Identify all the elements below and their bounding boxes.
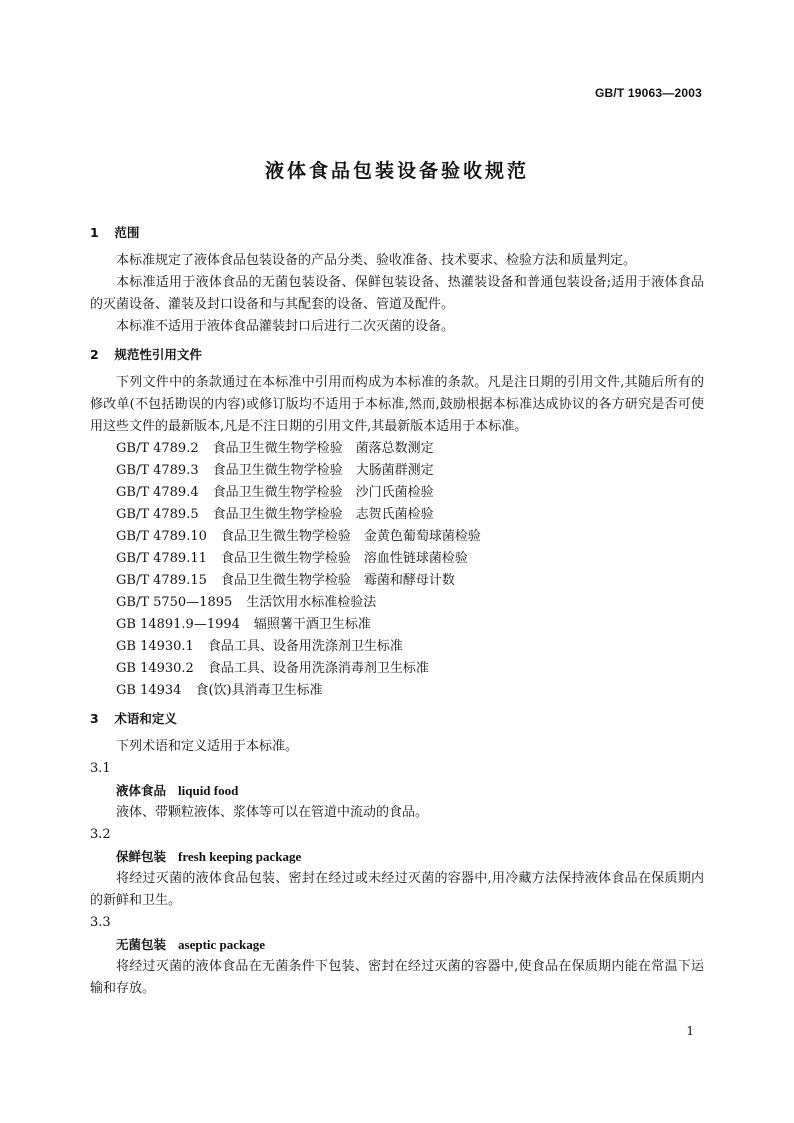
paragraph: 下列文件中的条款通过在本标准中引用而构成为本标准的条款。凡是注日期的引用文件,其随后所有的修改单(不包括勘误的内容)或修订版均不适用于本标准,然而,鼓励根据本标准达成协议的各方研究是否可使用这些文件的最新版本,凡是不注日期的引用文件,其最新版本适用于本标准。: [90, 375, 704, 434]
subsection-number: 3.1: [90, 761, 111, 776]
subsection-number: 3.2: [90, 827, 111, 842]
reference-name: 食品卫生微生物学检验 霉菌和酵母计数: [220, 573, 455, 588]
reference-code: GB/T 4789.5: [116, 507, 199, 522]
document-body: [90, 222, 704, 1000]
reference-name: 食品卫生微生物学检验 溶血性链球菌检验: [220, 551, 468, 566]
reference-code: GB/T 4789.15: [116, 573, 207, 588]
reference-code: GB/T 4789.3: [116, 463, 199, 478]
term-en: liquid food: [178, 783, 239, 798]
term-definition: 液体、带颗粒液体、浆体等可以在管道中流动的食品。: [116, 805, 429, 820]
reference-item: [90, 592, 704, 614]
standard-number: GB/T 19063—2003: [594, 86, 702, 100]
reference-item: [90, 548, 704, 570]
document-title: 液体食品包装设备验收规范: [264, 160, 529, 182]
reference-name: 食品卫生微生物学检验 沙门氏菌检验: [212, 485, 434, 500]
paragraph: 下列术语和定义适用于本标准。: [116, 739, 299, 754]
term-heading: [90, 934, 704, 956]
section-number: 2: [90, 347, 99, 362]
reference-code: GB/T 5750—1895: [116, 595, 233, 610]
reference-code: GB 14934: [116, 683, 182, 698]
reference-item: [90, 614, 704, 636]
reference-name: 食品工具、设备用洗涤消毒剂卫生标准: [207, 661, 429, 676]
paragraph: 本标准不适用于液体食品灌装封口后进行二次灭菌的设备。: [116, 319, 455, 334]
reference-name: 食品卫生微生物学检验 志贺氏菌检验: [212, 507, 434, 522]
reference-item: [90, 482, 704, 504]
reference-name: 食(饮)具消毒卫生标准: [195, 683, 323, 698]
reference-name: 辐照薯干酒卫生标准: [253, 617, 371, 632]
paragraph: 本标准规定了液体食品包装设备的产品分类、验收准备、技术要求、检验方法和质量判定。: [116, 253, 637, 268]
subsection-number: 3.3: [90, 915, 111, 930]
paragraph: 本标准适用于液体食品的无菌包装设备、保鲜包装设备、热灌装设备和普通包装设备;适用于液体食品的灭菌设备、灌装及封口设备和与其配套的设备、管道及配件。: [90, 275, 704, 312]
term-definition: 将经过灭菌的液体食品包装、密封在经过或未经过灭菌的容器中,用冷藏方法保持液体食品在保质期内的新鲜和卫生。: [90, 871, 704, 908]
reference-name: 食品工具、设备用洗涤剂卫生标准: [207, 639, 403, 654]
reference-item: [90, 636, 704, 658]
term-zh: 保鲜包装: [116, 849, 167, 864]
reference-name: 食品卫生微生物学检验 菌落总数测定: [212, 441, 434, 456]
section-number: 3: [90, 711, 99, 726]
section-title: 术语和定义: [114, 711, 177, 726]
page-number: 1: [686, 1024, 694, 1038]
reference-item: [90, 460, 704, 482]
term-heading: [90, 846, 704, 868]
reference-name: 食品卫生微生物学检验 大肠菌群测定: [212, 463, 434, 478]
term-zh: 无菌包装: [116, 937, 167, 952]
section-2-heading: [90, 344, 704, 366]
reference-code: GB/T 4789.10: [116, 529, 207, 544]
reference-code: GB 14891.9—1994: [116, 617, 240, 632]
reference-code: GB 14930.1: [116, 639, 194, 654]
reference-item: [90, 570, 704, 592]
reference-name: 食品卫生微生物学检验 金黄色葡萄球菌检验: [220, 529, 481, 544]
reference-code: GB/T 4789.11: [116, 551, 207, 566]
reference-item: [90, 438, 704, 460]
reference-code: GB 14930.2: [116, 661, 194, 676]
term-en: fresh keeping package: [178, 849, 302, 864]
section-3-heading: [90, 708, 704, 730]
term-definition: 将经过灭菌的液体食品在无菌条件下包装、密封在经过灭菌的容器中,使食品在保质期内能在常温下运输和存放。: [90, 959, 704, 996]
term-en: aseptic package: [178, 937, 266, 952]
section-1-heading: [90, 222, 704, 244]
reference-item: [90, 658, 704, 680]
reference-code: GB/T 4789.2: [116, 441, 199, 456]
section-title: 规范性引用文件: [114, 347, 202, 362]
term-heading: [90, 780, 704, 802]
section-title: 范围: [114, 225, 140, 240]
reference-item: [90, 680, 704, 702]
reference-name: 生活饮用水标准检验法: [246, 595, 377, 610]
section-number: 1: [90, 225, 99, 240]
reference-item: [90, 526, 704, 548]
reference-code: GB/T 4789.4: [116, 485, 199, 500]
reference-item: [90, 504, 704, 526]
term-zh: 液体食品: [116, 783, 167, 798]
